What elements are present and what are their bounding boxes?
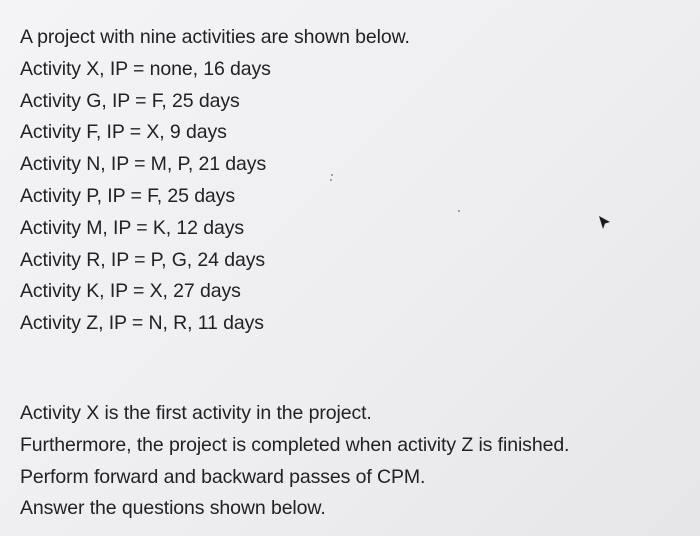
note-line: Activity X is the first activity in the project. (20, 401, 372, 424)
activity-line: Activity R, IP = P, G, 24 days (20, 248, 266, 271)
screen-speck (331, 174, 333, 176)
activity-line: Activity K, IP = X, 27 days (20, 280, 241, 303)
problem-text (20, 22, 680, 525)
activity-line: Activity M, IP = K, 12 days (20, 216, 244, 239)
activity-line: Activity N, IP = M, P, 21 days (20, 153, 267, 176)
paragraph-spacer (20, 340, 680, 398)
activity-line: Activity Z, IP = N, R, 11 days (20, 312, 264, 335)
screen-speck (458, 210, 460, 212)
activity-line: Activity X, IP = none, 16 days (20, 57, 271, 80)
note-line: Furthermore, the project is completed when activity Z is finished. (20, 433, 570, 456)
activity-line: Activity P, IP = F, 25 days (20, 184, 235, 207)
note-line: Answer the questions shown below. (20, 497, 326, 520)
activity-line: Activity F, IP = X, 9 days (20, 121, 227, 144)
note-line: Perform forward and backward passes of CPM. (20, 465, 426, 488)
screen-speck (330, 179, 332, 181)
mouse-pointer-icon (598, 215, 612, 231)
intro-text: A project with nine activities are shown below. (20, 26, 410, 48)
activity-line: Activity G, IP = F, 25 days (20, 89, 240, 112)
